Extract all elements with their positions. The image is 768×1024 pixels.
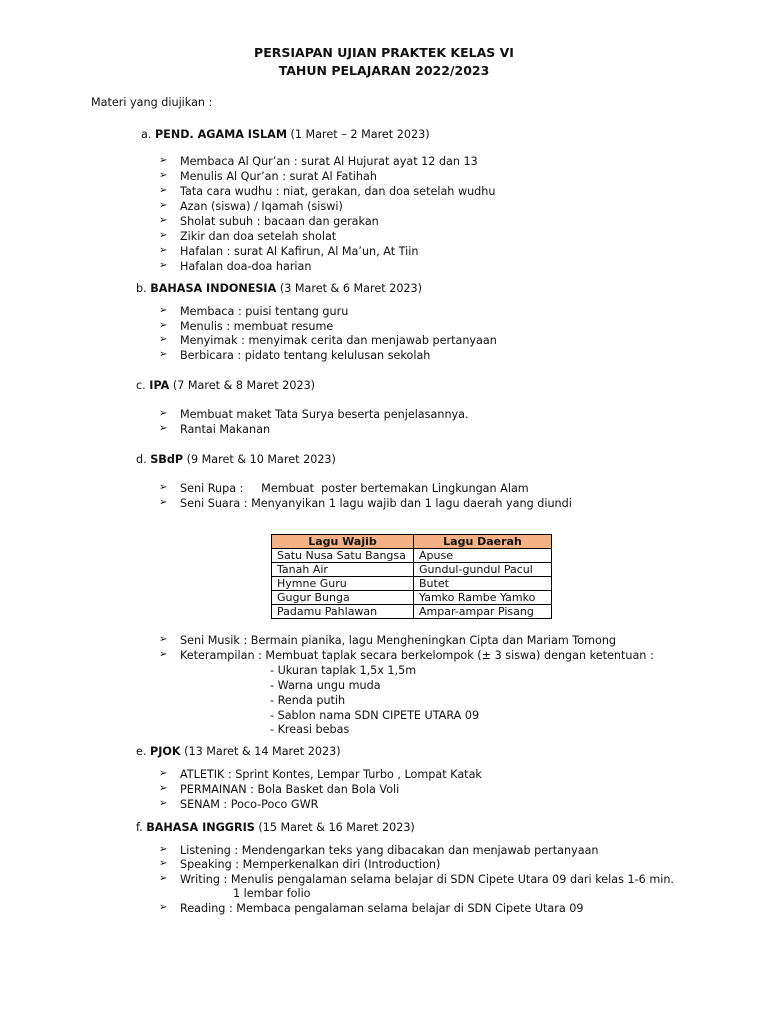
document-title-line-2: TAHUN PELAJARAN 2022/2023: [278, 63, 490, 78]
section-heading-pjok: [136, 745, 341, 758]
arrow-bullet-icon: ➢: [159, 200, 168, 211]
section-heading-bahasa-indonesia: [136, 282, 422, 295]
section-subject: BAHASA INGGRIS: [146, 821, 255, 834]
table-row: [272, 563, 552, 577]
arrow-bullet-icon: ➢: [159, 649, 168, 660]
section-letter: a.: [141, 128, 152, 141]
arrow-bullet-icon: ➢: [159, 798, 168, 809]
arrow-bullet-icon: ➢: [159, 245, 168, 256]
songs-table: [271, 534, 552, 619]
table-row: [272, 549, 552, 563]
arrow-bullet-icon: ➢: [159, 783, 168, 794]
arrow-bullet-icon: ➢: [159, 155, 168, 166]
document-title-line-1: PERSIAPAN UJIAN PRAKTEK KELAS VI: [254, 45, 514, 60]
arrow-bullet-icon: ➢: [159, 170, 168, 181]
table-header-row: [272, 535, 552, 549]
table-cell: Yamko Rambe Yamko: [414, 591, 552, 605]
sub-item: - Warna ungu muda: [270, 679, 381, 692]
section-letter: c.: [136, 379, 146, 392]
arrow-bullet-icon: ➢: [159, 844, 168, 855]
arrow-bullet-icon: ➢: [159, 902, 168, 913]
section-heading-sbdp: [136, 453, 336, 466]
section-dates: (15 Maret & 16 Maret 2023): [258, 821, 415, 834]
arrow-bullet-icon: ➢: [159, 497, 168, 508]
section-dates: (7 Maret & 8 Maret 2023): [172, 379, 316, 392]
table-cell: Satu Nusa Satu Bangsa: [272, 549, 414, 563]
section-letter: b.: [136, 282, 147, 295]
table-row: [272, 605, 552, 619]
table-cell: Padamu Pahlawan: [272, 605, 414, 619]
arrow-bullet-icon: ➢: [159, 408, 168, 419]
section-subject: BAHASA INDONESIA: [150, 282, 277, 295]
arrow-bullet-icon: ➢: [159, 858, 168, 869]
table-cell: Butet: [414, 577, 552, 591]
table-cell: Gugur Bunga: [272, 591, 414, 605]
table-cell: Tanah Air: [272, 563, 414, 577]
table-row: [272, 591, 552, 605]
table-cell: Apuse: [414, 549, 552, 563]
table-cell: Hymne Guru: [272, 577, 414, 591]
table-cell: Ampar-ampar Pisang: [414, 605, 552, 619]
arrow-bullet-icon: ➢: [159, 349, 168, 360]
sub-item: - Renda putih: [270, 694, 346, 707]
arrow-bullet-icon: ➢: [159, 305, 168, 316]
section-letter: d.: [136, 453, 147, 466]
arrow-bullet-icon: ➢: [159, 215, 168, 226]
arrow-bullet-icon: ➢: [159, 768, 168, 779]
sub-item: - Kreasi bebas: [270, 723, 350, 736]
column-header-lagu-daerah: Lagu Daerah: [414, 535, 552, 549]
section-heading-bahasa-inggris: [136, 821, 415, 834]
section-dates: (3 Maret & 6 Maret 2023): [279, 282, 423, 295]
section-heading-ipa: [136, 379, 315, 392]
column-header-lagu-wajib: Lagu Wajib: [272, 535, 414, 549]
arrow-bullet-icon: ➢: [159, 230, 168, 241]
section-dates: (9 Maret & 10 Maret 2023): [186, 453, 336, 466]
section-dates: (13 Maret & 14 Maret 2023): [184, 745, 341, 758]
section-subject: SBdP: [150, 453, 184, 466]
table-row: [272, 577, 552, 591]
section-subject: PJOK: [150, 745, 181, 758]
arrow-bullet-icon: ➢: [159, 873, 168, 884]
arrow-bullet-icon: ➢: [159, 634, 168, 645]
section-letter: f.: [136, 821, 143, 834]
intro-text: Materi yang diujikan :: [91, 96, 213, 109]
arrow-bullet-icon: ➢: [159, 320, 168, 331]
sub-item: - Ukuran taplak 1,5x 1,5m: [270, 664, 417, 677]
sub-item: - Sablon nama SDN CIPETE UTARA 09: [270, 709, 480, 722]
arrow-bullet-icon: ➢: [159, 334, 168, 345]
section-dates: (1 Maret – 2 Maret 2023): [290, 128, 430, 141]
section-heading-agama: [141, 128, 430, 141]
section-subject: PEND. AGAMA ISLAM: [154, 128, 287, 141]
table-cell: Gundul-gundul Pacul: [414, 563, 552, 577]
arrow-bullet-icon: ➢: [159, 423, 168, 434]
list-item-continuation: 1 lembar folio: [233, 887, 311, 900]
section-subject: IPA: [149, 379, 170, 392]
section-letter: e.: [136, 745, 147, 758]
arrow-bullet-icon: ➢: [159, 482, 168, 493]
arrow-bullet-icon: ➢: [159, 260, 168, 271]
arrow-bullet-icon: ➢: [159, 185, 168, 196]
